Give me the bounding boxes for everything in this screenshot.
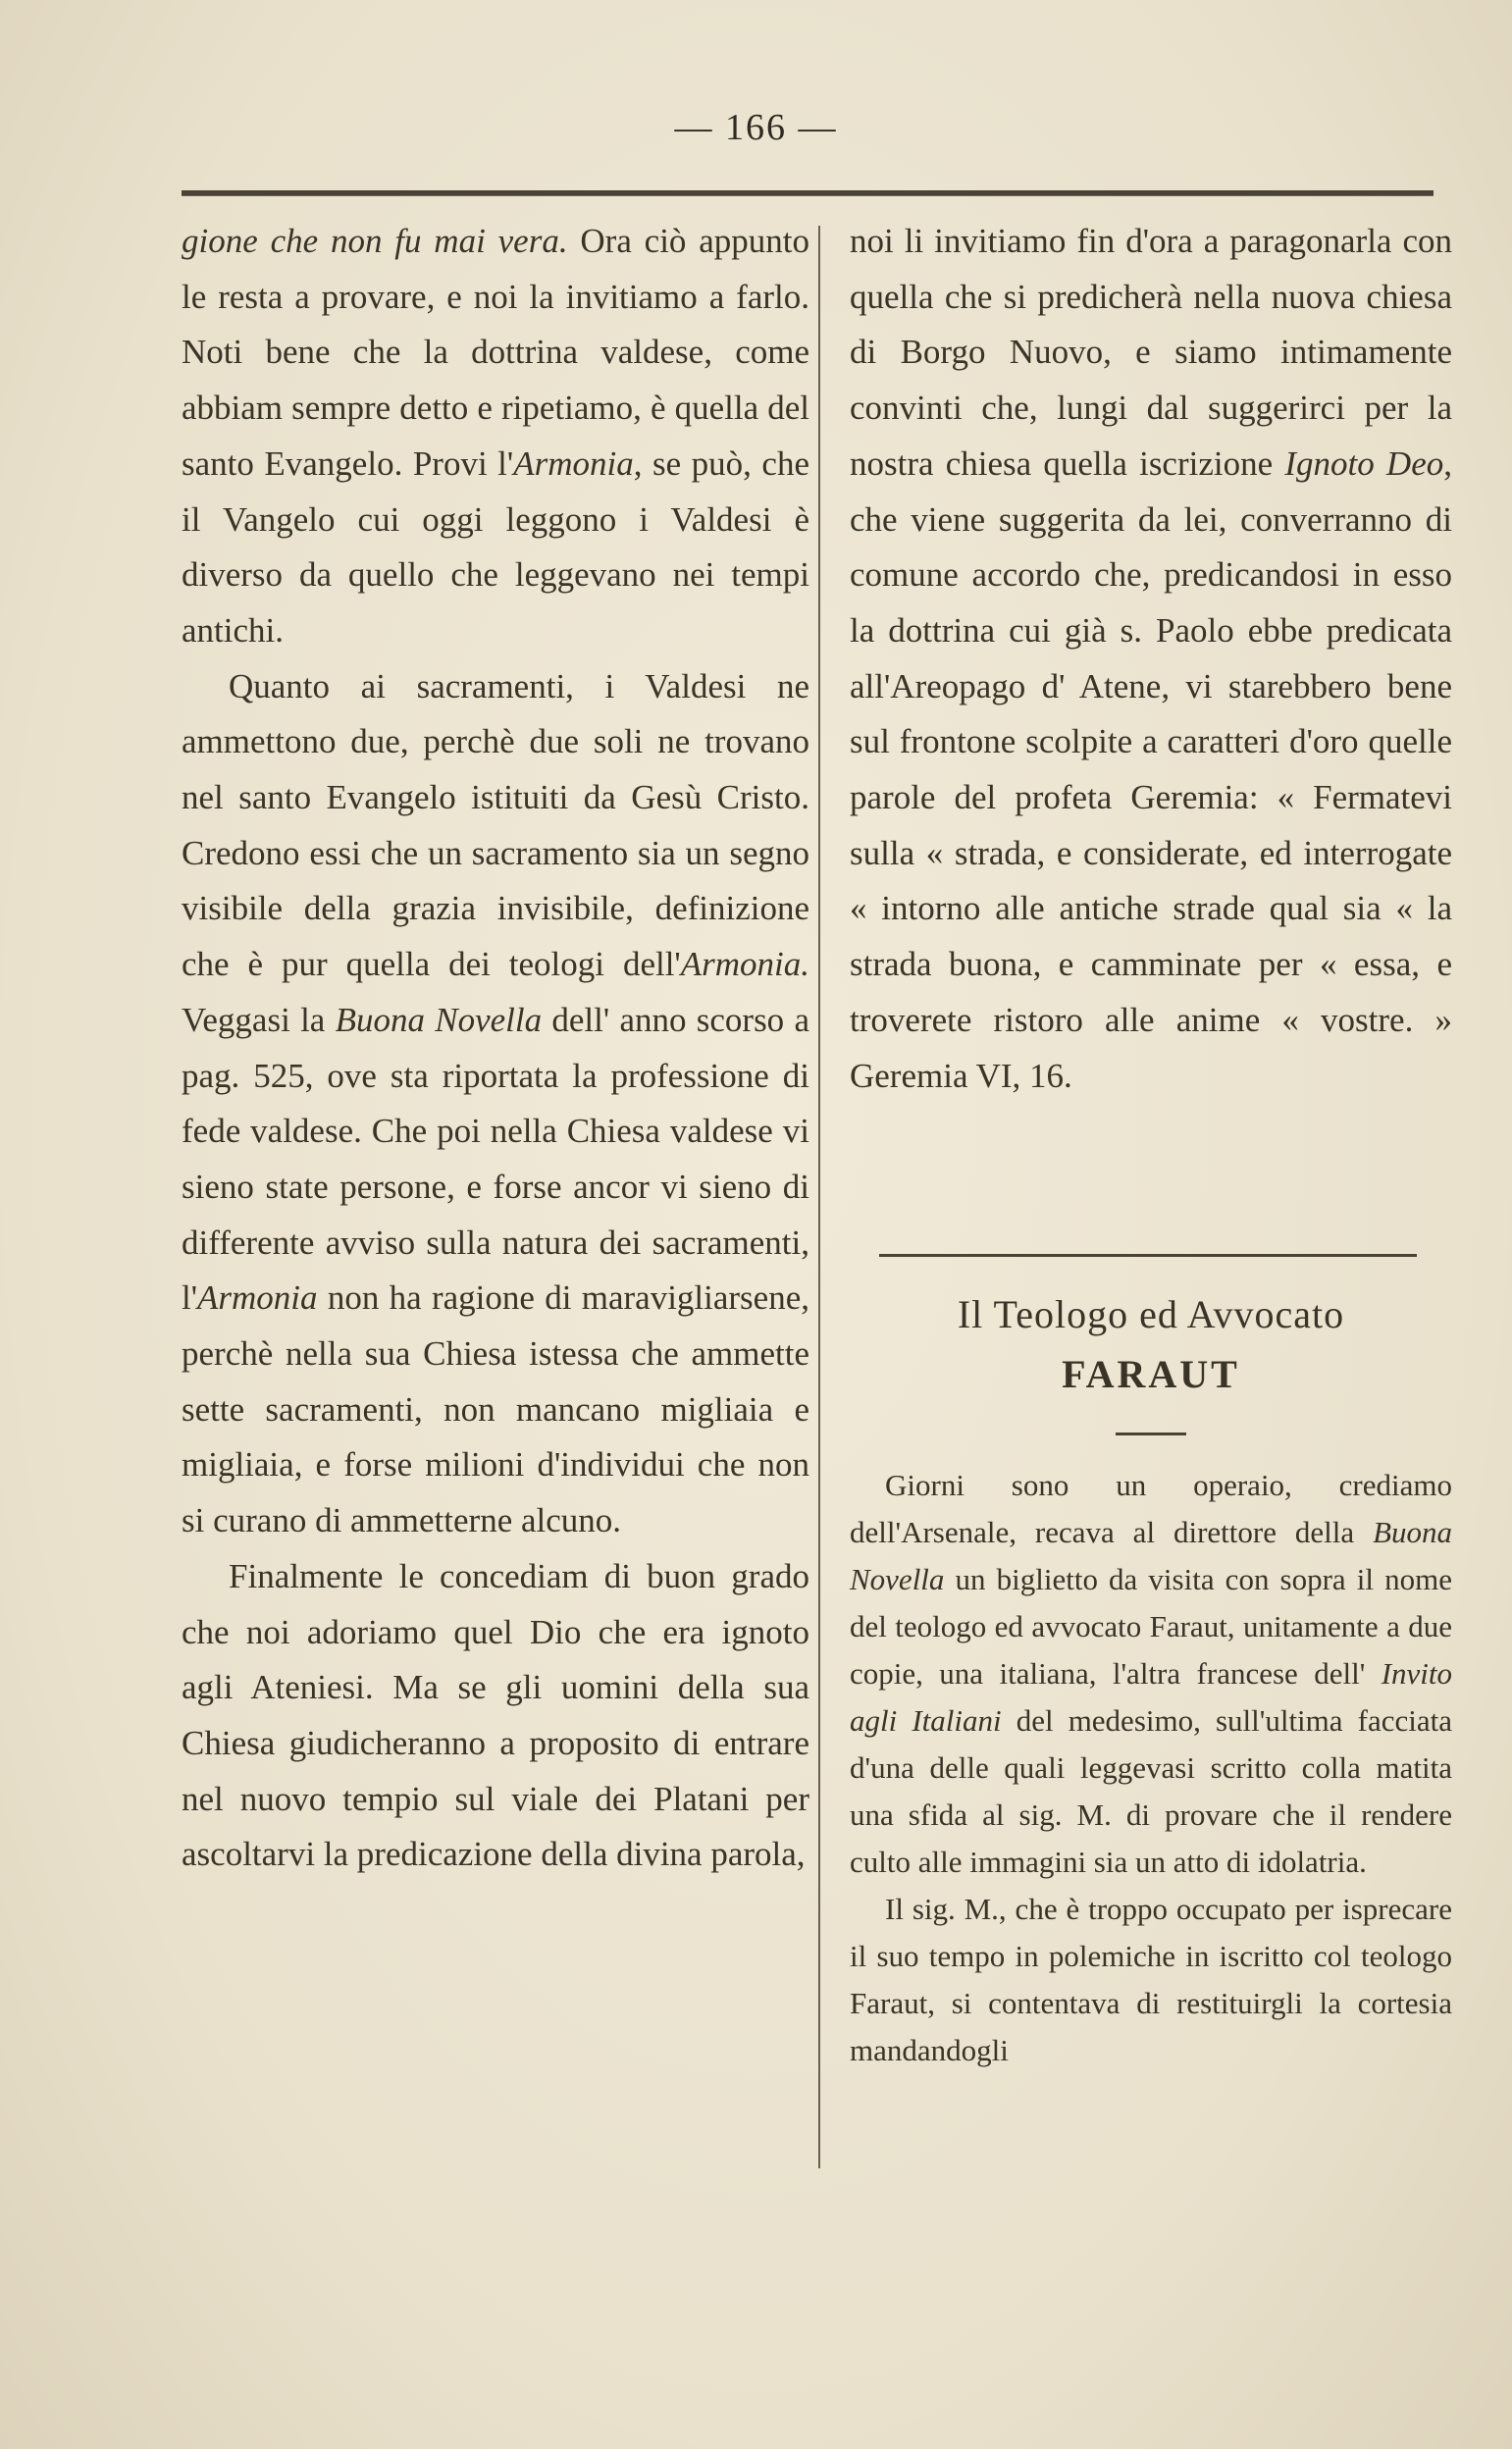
text-fragment: , che viene suggerita da lei, converranno di comune accordo che, predicandosi in esso la dottrina cui già s. Paolo ebbe predicata all'Areopago d' Atene, vi starebbero bene sul frontone scolpite a caratteri d'oro quelle parole del profeta Geremia: « Fermatevi sulla « strada, e considerate, ed interrogate « intorno alle antiche strade qual sia « la strada buona, e camminate per « essa, e troverete ristoro alle anime « vostre. » Geremia VI, 16. (850, 443, 1452, 1095)
italic-fragment: gione che non fu mai vera. (182, 222, 568, 260)
article-title-line-2: FARAUT (1062, 1352, 1240, 1396)
italic-armonia: Armonia. (680, 945, 809, 984)
article-paragraph-1 (850, 1462, 1452, 1886)
right-paragraph-1 (850, 214, 1452, 1104)
text-fragment: Quanto ai sacramenti, i Valdesi ne ammettono due, perchè due soli ne trovano nel santo Evangelo istituiti da Gesù Cristo. Credono essi che un sacramento sia un segno visibile della grazia invisibile, definizione che è pur quella dei teologi dell' (182, 666, 809, 984)
header-rule (182, 190, 1434, 196)
italic-armonia: Armonia (197, 1278, 318, 1318)
text-fragment: non ha ragione di maravigliarsene, perchè nella sua Chiesa istessa che ammette sette sacramenti, non mancano migliaia e migliaia, e forse milioni d'individui che non si curano di ammetterne alcuno. (182, 1278, 809, 1540)
left-paragraph-1 (182, 214, 809, 659)
article-title-line-1: Il Teologo ed Avvocato (957, 1292, 1345, 1336)
text-fragment: del medesimo, sull'ultima facciata d'una delle quali leggevasi scritto colla matita una sfida al sig. M. di provare che il rendere culto alle immagini sia un atto di idolatria. (850, 1703, 1452, 1879)
page-number: — 166 — (674, 107, 838, 148)
column-divider (818, 226, 820, 2168)
text-fragment: Veggasi la (182, 1000, 336, 1039)
article-paragraph-2: Il sig. M., che è troppo occupato per isprecare il suo tempo in polemiche in iscritto col teologo Faraut, si contentava di restituirgli la cortesia mandandogli (850, 1892, 1452, 2067)
text-fragment: noi li invitiamo fin d'ora a paragonarla con quella che si predicherà nella nuova chiesa di Borgo Nuovo, e siamo intimamente convinti che, lungi dal suggerirci per la nostra chiesa quella iscrizione (850, 222, 1452, 483)
italic-buona-novella: Buona Novella (335, 1000, 543, 1039)
text-fragment: , se può, che il Vangelo cui oggi leggono i Valdesi è diverso da quello che leggevano nei tempi antichi. (182, 443, 809, 650)
left-column (182, 214, 809, 1883)
left-paragraph-3: Finalmente le concediam di buon grado che noi adoriamo quel Dio che era ignoto agli Ateniesi. Ma se gli uomini della sua Chiesa giudicheranno a proposito di entrare nel nuovo tempio sul viale dei Platani per ascoltarvi la predicazione della divina parola, (182, 1556, 809, 1874)
text-fragment: dell' anno scorso a pag. 525, ove sta riportata la professione di fede valdese. Che poi nella Chiesa valdese vi sieno state persone, e forse ancor vi sieno di differente avviso sulla natura dei sacramenti, l' (182, 1000, 809, 1318)
italic-ignoto-deo: Ignoto Deo (1284, 443, 1444, 483)
left-paragraph-2 (182, 659, 809, 1549)
article-body (850, 1462, 1452, 2074)
title-rule (1116, 1433, 1186, 1435)
section-rule (879, 1254, 1417, 1257)
italic-armonia: Armonia (513, 443, 634, 483)
text-fragment: Giorni sono un operaio, crediamo dell'Arsenale, recava al direttore della (850, 1468, 1452, 1549)
right-column (850, 214, 1452, 1104)
article-title (850, 1285, 1452, 1405)
text-fragment: Ora ciò appunto le resta a provare, e noi la invitiamo a farlo. Noti bene che la dottrina valdese, come abbiam sempre detto e ripetiamo, è quella del santo Evangelo. Provi l' (182, 222, 810, 483)
text-fragment: un biglietto da visita con sopra il nome del teologo ed avvocato Faraut, unitamente a due copie, una italiana, l'altra francese dell' (850, 1562, 1452, 1691)
italic-buona-novella: Buona Novella (850, 1515, 1452, 1596)
italic-invito: Invito agli Italiani (850, 1656, 1452, 1738)
